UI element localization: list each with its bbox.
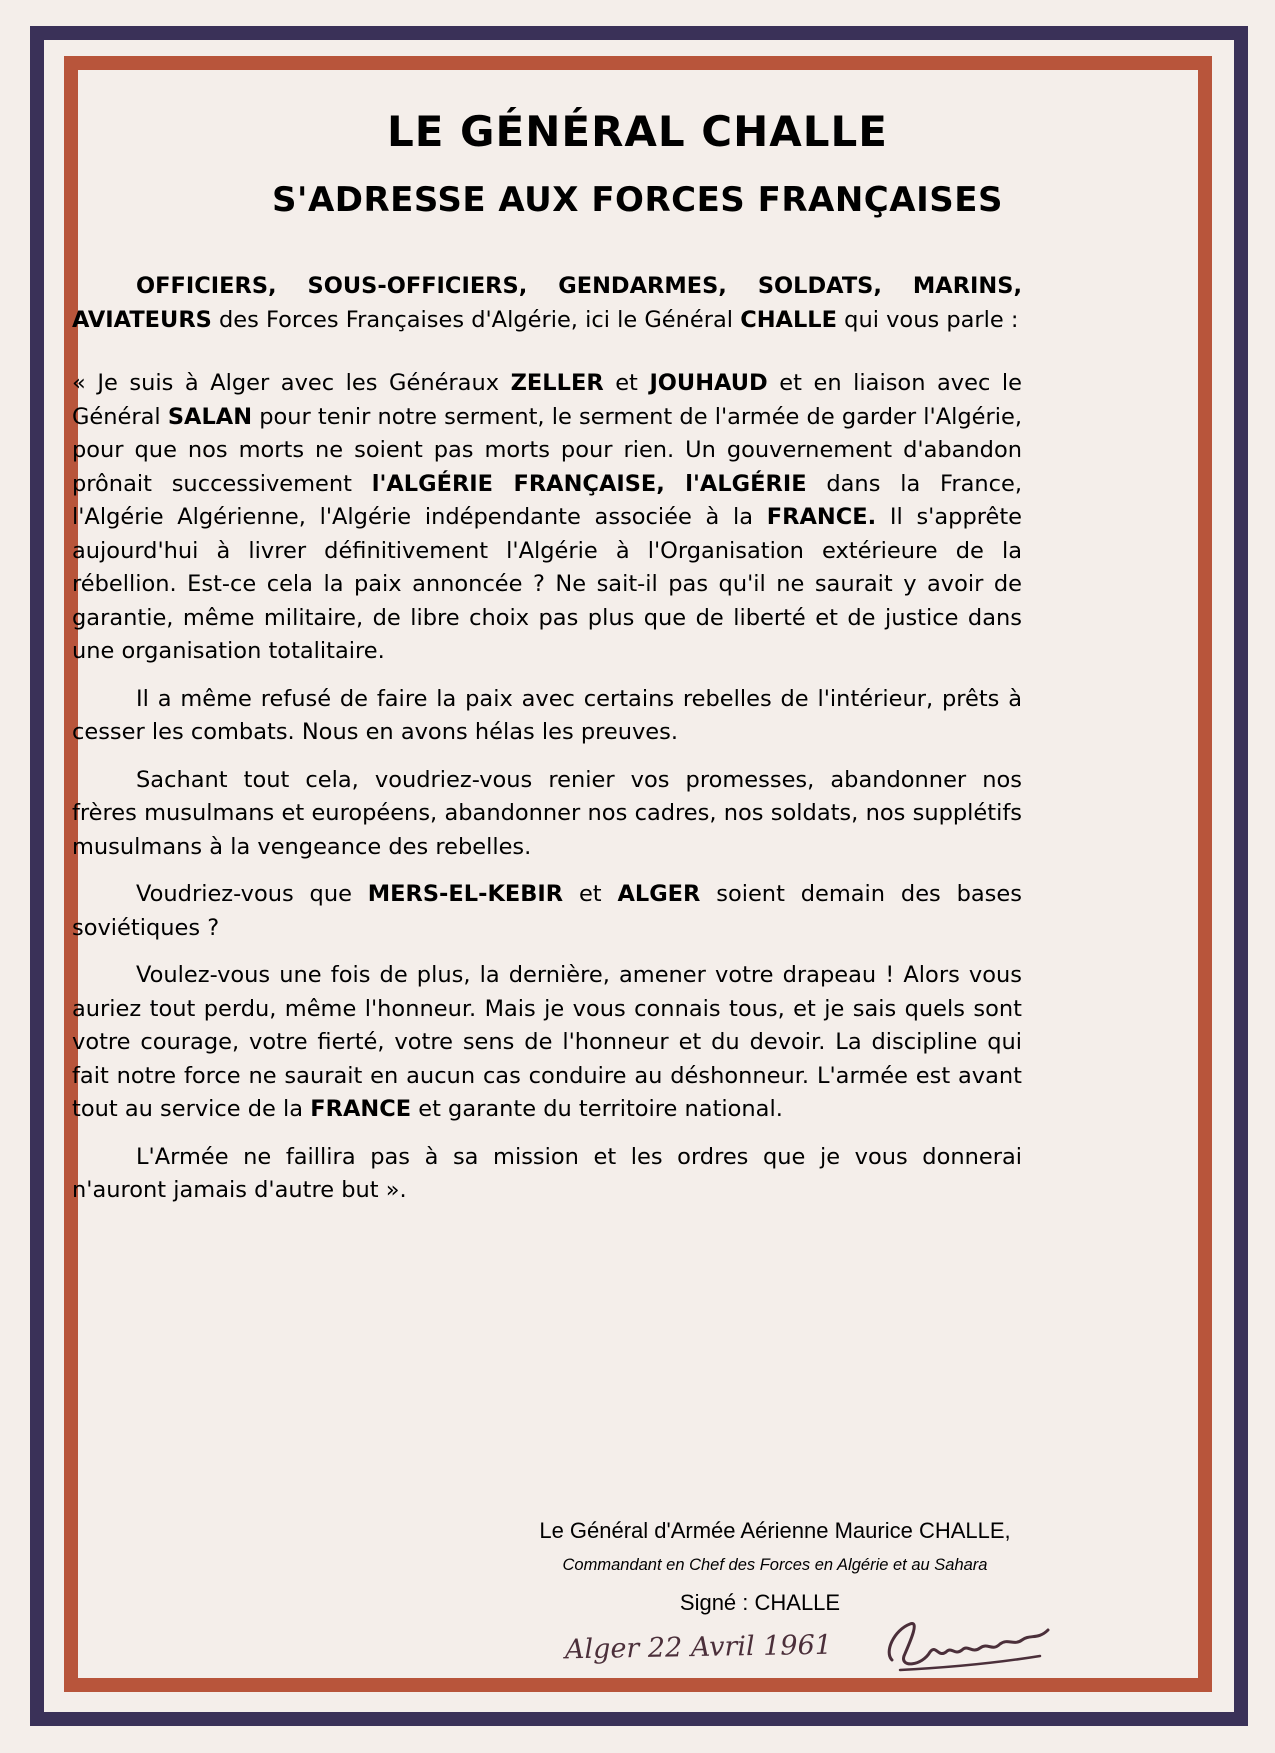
text-run: Voulez-vous une fois de plus, la dernière, amener votre drapeau ! Alors vous auriez tout perdu, même l'honneur. Mais je vous connais tous, et je sais quels sont votre courage, votre fierté, votre sens de l'honneur et du devoir. La discipline qui fait notre force ne saurait en aucun cas conduire au déshonneur. L'armée est avant tout au service de la [72, 962, 1022, 1122]
text-run: L'Armée ne faillira pas à sa mission et les ordres que je vous donnerai n'auront jamais d'autre but ». [72, 1143, 1022, 1203]
text-run: et [603, 370, 650, 396]
bold-text: CHALLE [740, 306, 838, 333]
bold-text: SALAN [167, 403, 253, 430]
text-run: Il a même refusé de faire la paix avec certains rebelles de l'intérieur, prêts à cesser les combats. Nous en avons hélas les preuves. [72, 685, 1022, 745]
signature-signed: Signé : CHALLE [679, 1590, 841, 1615]
bold-text: ZELLER [510, 370, 604, 396]
body-paragraph [72, 959, 1022, 1127]
bold-text: ALGER [617, 881, 701, 907]
text-run: soient demain des bases soviétiques ? [72, 881, 1022, 941]
text-run: dans la France, l'Algérie Algérienne, l'Algérie indépendante associée à la [72, 470, 1022, 530]
text-run: et garante du territoire national. [411, 1096, 783, 1122]
text-run: et [563, 881, 618, 907]
body-paragraph [72, 1141, 1022, 1208]
bold-text: JOUHAUD [649, 370, 768, 396]
text-run: Il s'apprête aujourd'hui à livrer définitivement l'Algérie à l'Organisation extérieure de la rébellion. Est-ce cela la paix annoncée ? Ne sait-il pas qu'il ne saurait y avoir de garantie, même militaire, de libre choix pas plus que de liberté et de justice dans une organisation totalitaire. [72, 504, 1022, 664]
body-paragraph [72, 367, 1022, 669]
text-run: qui vous parle : [837, 306, 1019, 333]
signature-name: Le Général d'Armée Aérienne Maurice CHALLE, [539, 1518, 1011, 1543]
bold-text: MERS-EL-KEBIR [367, 881, 564, 907]
text-run: et en liaison avec le Général [72, 370, 1022, 430]
poster-body [72, 270, 1022, 1222]
text-run: « Je suis à Alger avec les Généraux [72, 370, 511, 396]
bold-text: l'ALGÉRIE FRANÇAISE, l'ALGÉRIE [371, 470, 807, 497]
body-paragraph [72, 270, 1022, 337]
bold-text: OFFICIERS, SOUS-OFFICIERS, GENDARMES, SOLDATS, MARINS, AVIATEURS [72, 273, 1022, 333]
signature-title: Commandant en Chef des Forces en Algérie et au Sahara [562, 1556, 988, 1574]
body-paragraph [72, 683, 1022, 750]
text-run: Voudriez-vous que [136, 881, 368, 907]
bold-text: FRANCE [310, 1096, 412, 1122]
handwritten-signature [880, 1612, 1060, 1682]
handwritten-date: Alger 22 Avril 1961 [564, 1629, 833, 1666]
bold-text: FRANCE. [766, 504, 877, 530]
poster-subtitle: S'ADRESSE AUX FORCES FRANÇAISES [272, 180, 1003, 220]
body-paragraph [72, 764, 1022, 865]
poster-title: LE GÉNÉRAL CHALLE [386, 107, 888, 156]
text-run: des Forces Françaises d'Algérie, ici le Général [211, 306, 741, 333]
text-run: pour tenir notre serment, le serment de l'armée de garder l'Algérie, pour que nos morts ne soient pas morts pour rien. Un gouvernement d'abandon prônait successivement [72, 403, 1023, 497]
body-paragraph [72, 878, 1022, 945]
text-run: Sachant tout cela, voudriez-vous renier vos promesses, abandonner nos frères musulmans et européens, abandonner nos cadres, nos soldats, nos supplétifs musulmans à la vengeance des rebelles. [72, 766, 1022, 860]
